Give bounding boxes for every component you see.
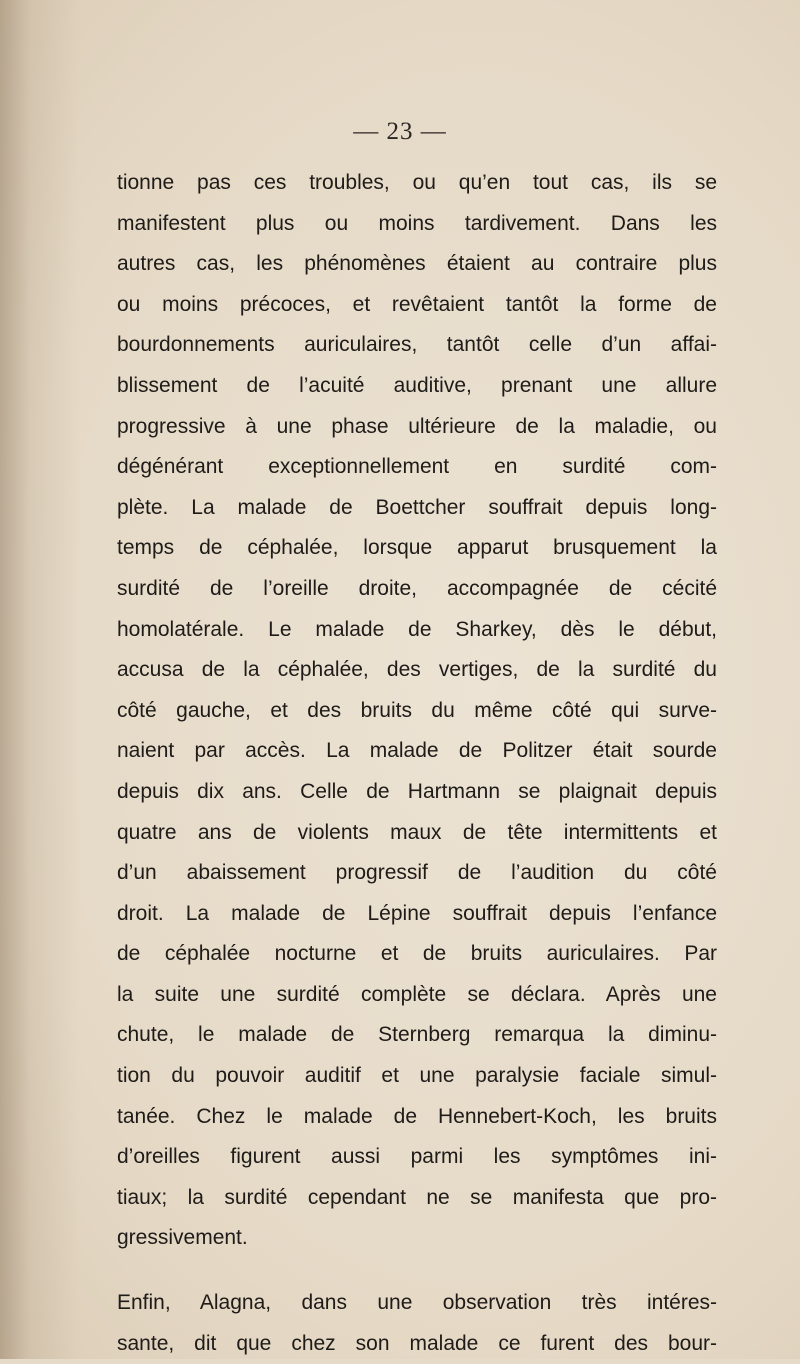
text-line: tionne pas ces troubles, ou qu’en tout cas, ils se bbox=[117, 171, 717, 194]
text-line: homolatérale. Le malade de Sharkey, dès le début, bbox=[117, 617, 717, 641]
text-line: accusa de la céphalée, des vertiges, de la surdité du bbox=[117, 658, 717, 682]
text-line: ou moins précoces, et revêtaient tantôt la forme de bbox=[117, 292, 717, 316]
text-line: dégénérant exceptionnellement en surdité com- bbox=[117, 455, 717, 479]
text-line: quatre ans de violents maux de tête intermittents et bbox=[117, 820, 717, 844]
text-line: progressive à une phase ultérieure de la maladie, ou bbox=[117, 414, 717, 438]
paragraph-gap bbox=[117, 1259, 717, 1283]
body-text bbox=[117, 163, 717, 1364]
text-line: d’oreilles figurent aussi parmi les symptômes ini- bbox=[117, 1145, 717, 1169]
text-line: d’un abaissement progressif de l’audition du côté bbox=[117, 861, 717, 885]
text-line: tiaux; la surdité cependant ne se manifesta que pro- bbox=[117, 1185, 717, 1209]
text-line: temps de céphalée, lorsque apparut brusquement la bbox=[117, 536, 717, 560]
text-line: Enfin, Alagna, dans une observation très intéres- bbox=[117, 1291, 717, 1315]
text-line: manifestent plus ou moins tardivement. Dans les bbox=[117, 211, 717, 235]
text-line: tanée. Chez le malade de Hennebert-Koch, les bruits bbox=[117, 1104, 717, 1128]
text-line: bourdonnements auriculaires, tantôt celle d’un affai- bbox=[117, 333, 717, 357]
text-line: gressivement. bbox=[117, 1226, 248, 1250]
paragraph bbox=[117, 1283, 717, 1364]
text-line: tion du pouvoir auditif et une paralysie faciale simul- bbox=[117, 1064, 717, 1088]
text-line: la suite une surdité complète se déclara. Après une bbox=[117, 982, 717, 1006]
text-line: blissement de l’acuité auditive, prenant une allure bbox=[117, 373, 717, 397]
text-line: depuis dix ans. Celle de Hartmann se plaignait depuis bbox=[117, 779, 717, 803]
text-line: sante, dit que chez son malade ce furent des bour- bbox=[117, 1331, 717, 1355]
paragraph bbox=[117, 163, 717, 1259]
text-line: droit. La malade de Lépine souffrait depuis l’enfance bbox=[117, 901, 717, 925]
text-line: naient par accès. La malade de Politzer était sourde bbox=[117, 739, 717, 763]
text-line: plète. La malade de Boettcher souffrait depuis long- bbox=[117, 495, 717, 519]
text-line: autres cas, les phénomènes étaient au contraire plus bbox=[117, 252, 717, 276]
page-number: — 23 — bbox=[353, 118, 447, 145]
text-line: de céphalée nocturne et de bruits auriculaires. Par bbox=[117, 942, 717, 966]
text-line: surdité de l’oreille droite, accompagnée de cécité bbox=[117, 576, 717, 600]
text-line: chute, le malade de Sternberg remarqua la diminu- bbox=[117, 1023, 717, 1047]
text-line: côté gauche, et des bruits du même côté qui surve- bbox=[117, 698, 717, 722]
